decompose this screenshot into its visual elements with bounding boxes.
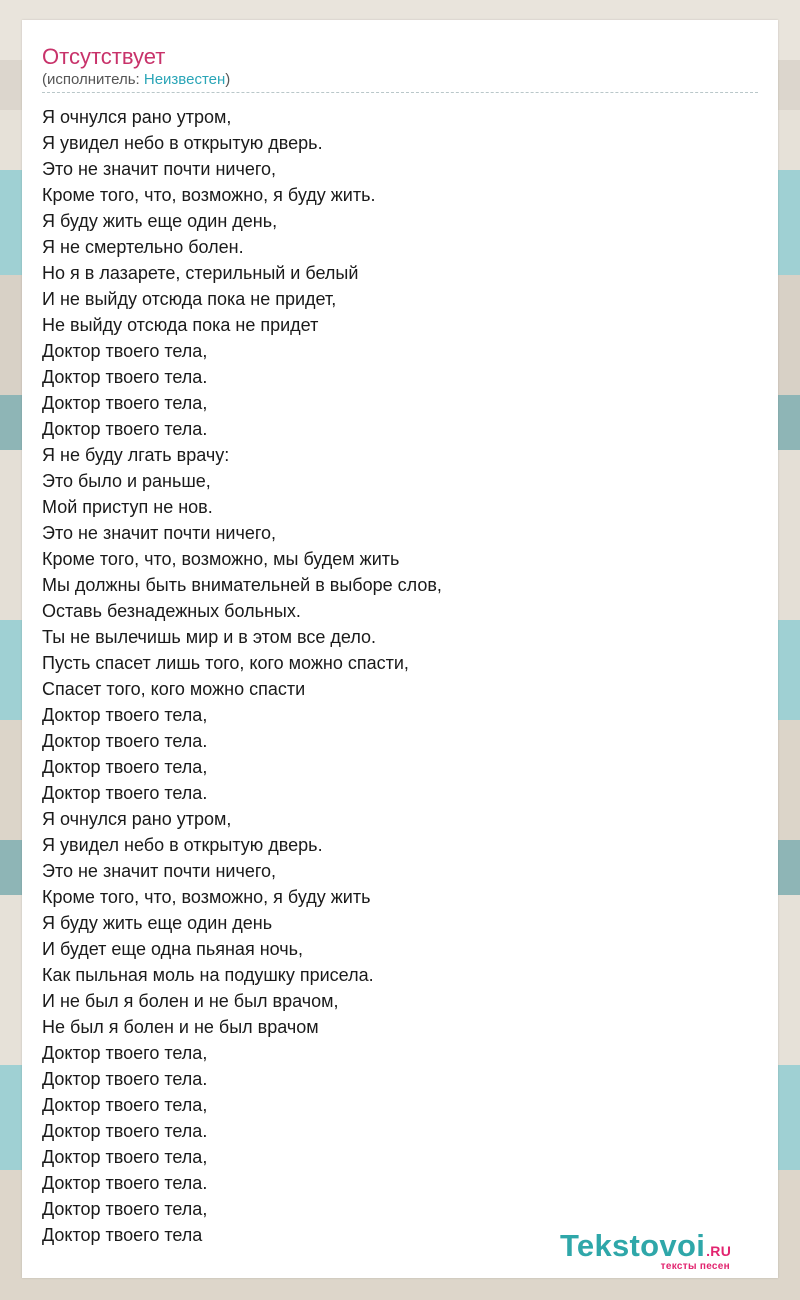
artist-prefix: (исполнитель: [42,71,144,88]
lyric-line: Мы должны быть внимательней в выборе слов, [42,575,442,595]
lyric-line: Это не значит почти ничего, [42,523,277,543]
lyric-line: Я не смертельно болен. [42,237,244,257]
lyric-line: Ты не вылечишь мир и в этом все дело. [42,627,377,647]
lyric-line: Доктор твоего тела. [42,419,208,439]
lyric-line: Доктор твоего тела. [42,367,208,387]
logo-main-text: Tekstovoi [560,1228,706,1263]
lyric-line: Я очнулся рано утром, [42,107,232,127]
lyric-line: Не выйду отсюда пока не придет [42,315,319,335]
lyric-line: И не был я болен и не был врачом, [42,991,339,1011]
lyric-line: Не был я болен и не был врачом [42,1017,319,1037]
lyric-line: И не выйду отсюда пока не придет, [42,289,337,309]
lyric-line: Это было и раньше, [42,471,211,491]
lyric-line: Как пыльная моль на подушку присела. [42,965,374,985]
lyric-line: Но я в лазарете, стерильный и белый [42,263,359,283]
lyric-line: Доктор твоего тела. [42,1069,208,1089]
lyric-line: Кроме того, что, возможно, я буду жить. [42,185,376,205]
logo-domain: .RU [706,1243,732,1259]
lyric-line: Доктор твоего тела. [42,1121,208,1141]
song-title: Отсутствует [42,44,166,69]
lyric-line: Я не буду лгать врачу: [42,445,230,465]
lyric-line: Я увидел небо в открытую дверь. [42,133,323,153]
lyric-line: И будет еще одна пьяная ночь, [42,939,303,959]
lyric-line: Доктор твоего тела. [42,783,208,803]
lyric-line: Спасет того, кого можно спасти [42,679,306,699]
tekstovoi-logo[interactable] [560,1228,770,1274]
lyric-line: Доктор твоего тела, [42,1147,208,1167]
lyric-line: Доктор твоего тела, [42,1095,208,1115]
artist-link[interactable]: Неизвестен [143,71,226,88]
lyric-line: Я буду жить еще один день [42,913,273,933]
lyric-line: Доктор твоего тела, [42,1043,208,1063]
lyrics-text [42,104,758,1248]
lyric-line: Доктор твоего тела [42,1225,203,1245]
lyric-line: Мой приступ не нов. [42,497,213,517]
song-header [42,44,758,93]
lyric-line: Доктор твоего тела, [42,1199,208,1219]
lyric-line: Доктор твоего тела. [42,731,208,751]
lyric-line: Доктор твоего тела. [42,1173,208,1193]
lyric-line: Пусть спасет лишь того, кого можно спасти, [42,653,409,673]
lyric-line: Это не значит почти ничего, [42,159,277,179]
lyric-line: Доктор твоего тела, [42,341,208,361]
lyric-line: Кроме того, что, возможно, я буду жить [42,887,371,907]
artist-line [42,70,758,90]
lyric-line: Оставь безнадежных больных. [42,601,301,621]
lyric-line: Доктор твоего тела, [42,393,208,413]
artist-suffix: ) [225,71,231,88]
lyric-line: Я очнулся рано утром, [42,809,232,829]
lyric-line: Доктор твоего тела, [42,705,208,725]
logo-tagline: тексты песен [660,1261,730,1272]
lyric-line: Это не значит почти ничего, [42,861,277,881]
lyric-line: Кроме того, что, возможно, мы будем жить [42,549,400,569]
lyric-line: Доктор твоего тела, [42,757,208,777]
lyrics-card [22,20,778,1278]
lyric-line: Я увидел небо в открытую дверь. [42,835,323,855]
lyric-line: Я буду жить еще один день, [42,211,278,231]
